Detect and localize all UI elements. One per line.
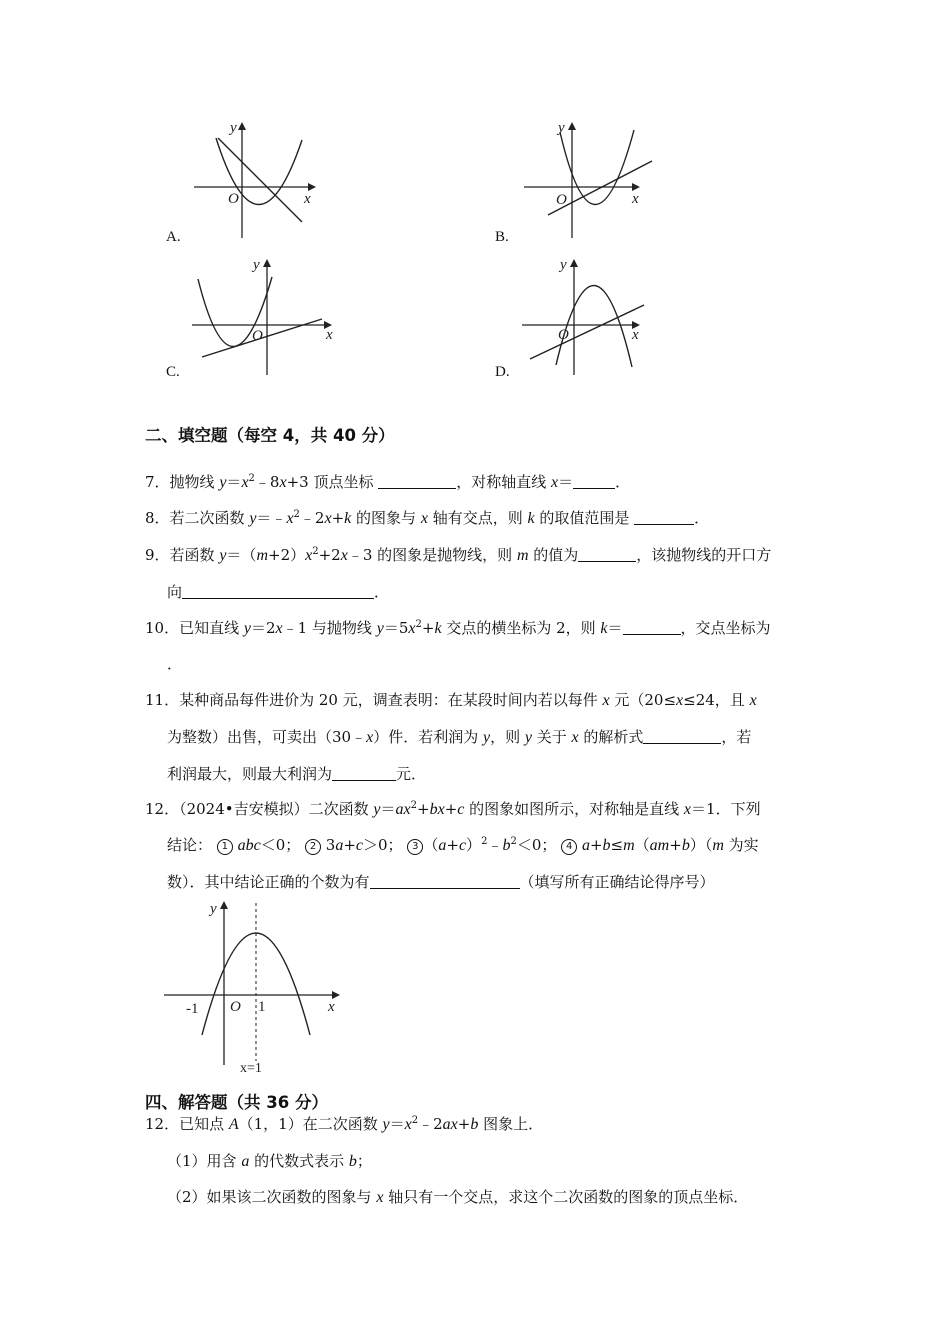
- question-10-cont: ．: [167, 655, 183, 673]
- origin-label: O: [228, 191, 239, 207]
- question-11: 11．某种商品每件进价为 20 元，调查表明：在某段时间内若以每件 x 元（20≤x≤24，且 x: [145, 691, 757, 709]
- problem-12-part1: （1）用含 a 的代数式表示 b；: [167, 1152, 372, 1170]
- origin-label: O: [558, 327, 569, 343]
- question-11-line2: 为整数）出售，可卖出（30﹣x）件．若利润为 y，则 y 关于 x 的解析式 ，若: [167, 728, 752, 746]
- line: [218, 138, 302, 222]
- circled-4: 4: [561, 839, 577, 855]
- y-label: y: [560, 257, 567, 273]
- y-arrow: [568, 122, 576, 130]
- tick-neg-one: -1: [186, 1001, 199, 1017]
- answer-blank[interactable]: [578, 545, 636, 562]
- x-arrow: [332, 991, 340, 999]
- y-arrow: [220, 901, 228, 909]
- x-label: x: [304, 191, 311, 207]
- origin-label: O: [252, 328, 263, 344]
- option-d-label[interactable]: D.: [495, 364, 510, 380]
- question-12: 12．（2024•吉安模拟）二次函数 $y=ax^2+bx+c$ 的图象如图所示，对称轴是直线 x＝1．下列: [145, 800, 761, 818]
- question-9: 9．若函数 $y=(m+2)x^2+2x﹣3$ 的图象是抛物线，则 m 的值为 ，该抛物线的开口方: [145, 546, 772, 564]
- answer-blank[interactable]: [643, 727, 721, 744]
- answer-blank[interactable]: [332, 764, 396, 781]
- option-c-label[interactable]: C.: [166, 364, 180, 380]
- option-b-graph: [520, 118, 660, 243]
- question-8: 8．若二次函数 $y=﹣x^2﹣2x+k$ 的图象与 x 轴有交点，则 k 的取值范围是 ．: [145, 509, 710, 527]
- circled-1: 1: [217, 839, 233, 855]
- option-a-graph: [190, 118, 330, 243]
- question-12-graph: [160, 895, 350, 1075]
- parabola: [560, 130, 634, 205]
- question-12-line2: 结论： 1 abc＜0； 2 3a+c＞0； 3 $(a+c)^2﹣b^2<0$； 4 a+b≤m（am+b）（m 为实: [167, 836, 759, 854]
- option-c-graph: [190, 255, 340, 380]
- option-b-label[interactable]: B.: [495, 229, 509, 245]
- y-arrow: [570, 259, 578, 267]
- symmetry-label: x=1: [240, 1061, 262, 1076]
- question-12-line3: 数）．其中结论正确的个数为有 （填写所有正确结论得序号）: [167, 873, 715, 891]
- line: [530, 305, 644, 359]
- x-label: x: [328, 999, 335, 1015]
- circled-2: 2: [305, 839, 321, 855]
- x-arrow: [308, 183, 316, 191]
- origin-label: O: [230, 999, 241, 1015]
- question-11-line3: 利润最大，则最大利润为 元．: [167, 765, 427, 783]
- origin-label: O: [556, 192, 567, 208]
- answer-blank[interactable]: [623, 618, 681, 635]
- option-d-graph: [520, 255, 670, 380]
- x-arrow: [632, 183, 640, 191]
- answer-blank[interactable]: [634, 508, 694, 525]
- y-label: y: [253, 257, 260, 273]
- answer-blank[interactable]: [182, 582, 374, 599]
- y-label: y: [210, 901, 217, 917]
- answer-blank[interactable]: [370, 872, 520, 889]
- y-arrow: [263, 259, 271, 267]
- x-label: x: [632, 327, 639, 343]
- question-9-cont: 向 ．: [167, 583, 390, 601]
- y-arrow: [238, 122, 246, 130]
- section-2-title: 二、填空题（每空 4，共 40 分）: [145, 426, 395, 445]
- question-10: 10．已知直线 y＝2x﹣1 与抛物线 $y=5x^2+k$ 交点的横坐标为 2，则 k＝ ，交点坐标为: [145, 619, 771, 637]
- answer-blank[interactable]: [573, 472, 615, 489]
- x-label: x: [326, 327, 333, 343]
- circled-3: 3: [407, 839, 423, 855]
- tick-one: 1: [258, 999, 266, 1015]
- option-a-label[interactable]: A.: [166, 229, 181, 245]
- answer-blank[interactable]: [378, 472, 456, 489]
- question-7: 7．抛物线 $y=x^2﹣8x+3$ 顶点坐标 ，对称轴直线 x＝ ．: [145, 473, 631, 491]
- problem-12-part2: （2）如果该二次函数的图象与 x 轴只有一个交点，求这个二次函数的图象的顶点坐标．: [167, 1188, 749, 1206]
- problem-12: 12．已知点 A（1，1）在二次函数 $y=x^2﹣2ax+b$ 图象上．: [145, 1115, 544, 1133]
- section-4-title: 四、解答题（共 36 分）: [145, 1093, 328, 1112]
- y-label: y: [230, 120, 237, 136]
- y-label: y: [558, 120, 565, 136]
- x-label: x: [632, 191, 639, 207]
